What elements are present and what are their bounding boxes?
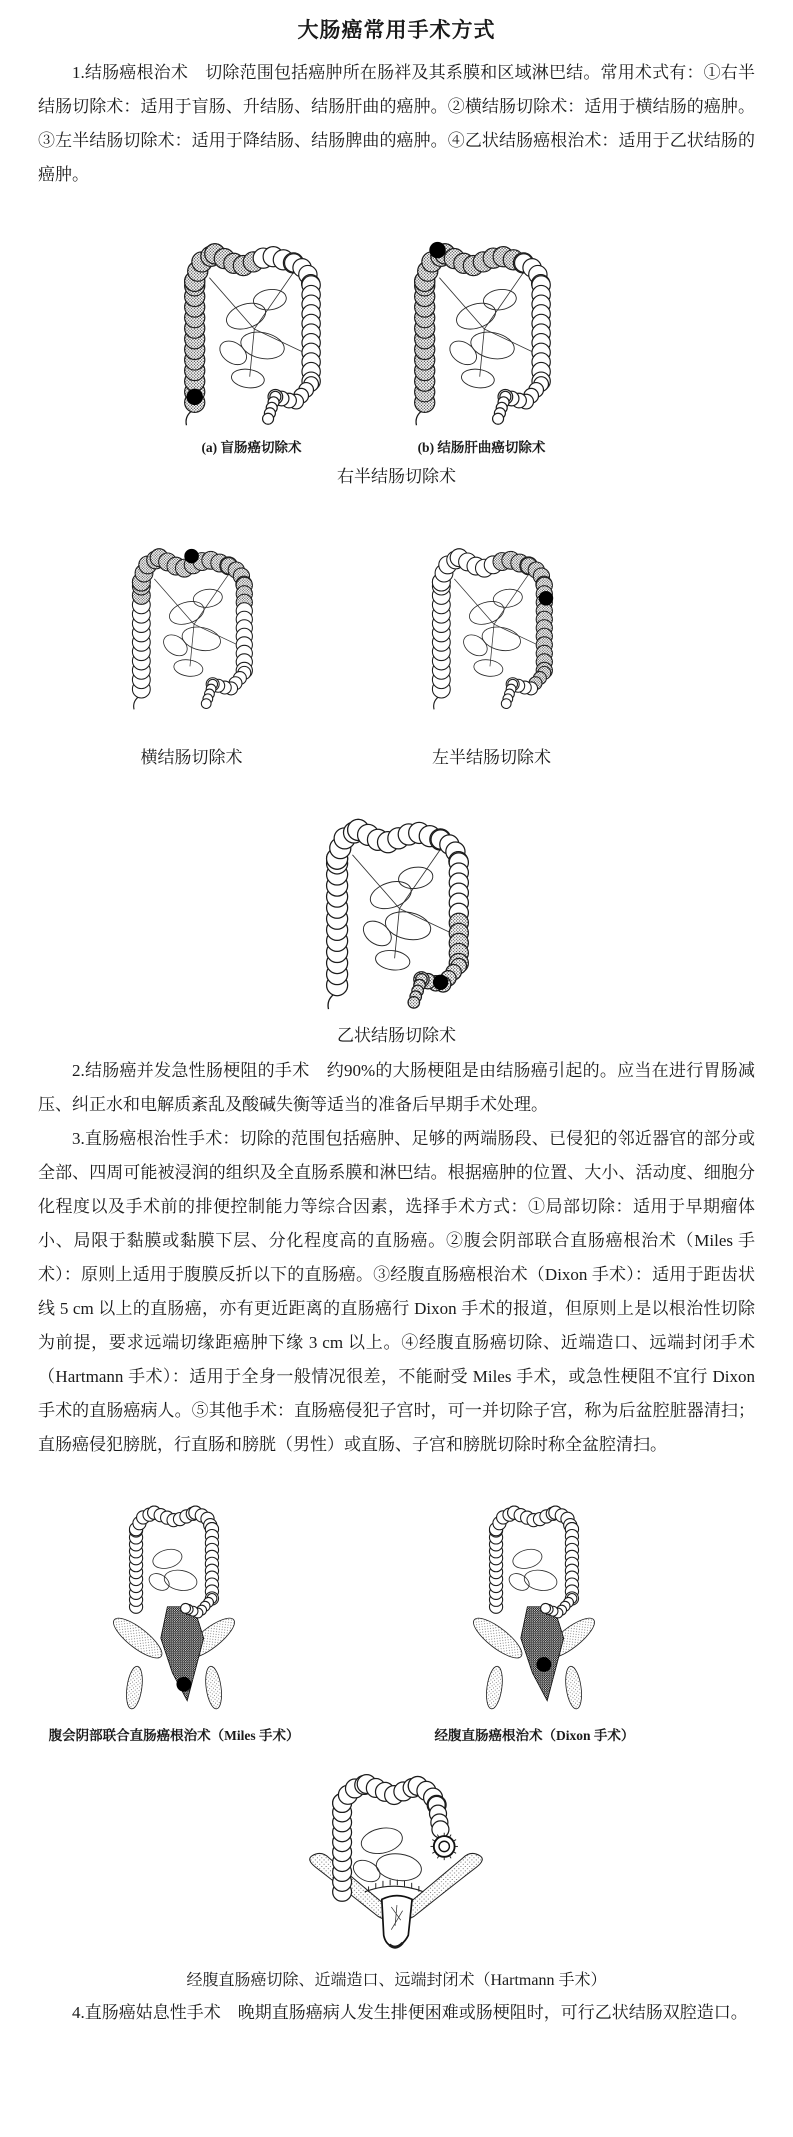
caption-hepatic-flexure-resection: (b) 结肠肝曲癌切除术 [417,440,546,455]
figure-transverse-colectomy [117,497,267,776]
caption-transverse-colectomy: 横结肠切除术 [140,748,243,767]
pelvic-diagram-dixon-operation-icon [434,1476,634,1721]
colon-diagram-cecum-resection-icon [167,208,337,433]
caption-left-hemicolectomy: 左半结肠切除术 [432,748,551,767]
caption-right-hemicolectomy: 右半结肠切除术 [337,467,456,486]
figure-dixon-operation [434,1476,634,1744]
caption-miles-operation: 腹会阴部联合直肠癌根治术（Miles 手术） [48,1728,300,1743]
figure-row-hartmann [38,1750,755,1996]
colon-diagram-hepatic-flexure-resection-icon [397,208,567,433]
page-title: 大肠癌常用手术方式 [297,18,496,42]
colon-diagram-sigmoid-resection-icon [306,782,488,1017]
colon-diagram-left-hemicolectomy-icon [417,497,567,737]
caption-sigmoid-colectomy: 乙状结肠切除术 [337,1026,456,1045]
figure-hartmann-operation [187,1750,607,1996]
figure-left-hemicolectomy [417,497,567,776]
figure-cecum-cancer [167,208,337,456]
figure-row-transverse-left [0,497,700,776]
paragraph-rectal-radical-surgery: 3.直肠癌根治性手术：切除的范围包括癌肿、足够的两端肠段、已侵犯的邻近器官的部分或全部、四周可能被浸润的组织及全直肠系膜和淋巴结。根据癌肿的位置、大小、活动度、细胞分化程度以及手术前的排便控制能力等综合因素，选择手术方式：①局部切除：适用于早期瘤体小、局限于黏膜或黏膜下层、分化程度高的直肠癌。②腹会阴部联合直肠癌根治术（Miles 手术）：原则上适用于腹膜反折以下的直肠癌。③经腹直肠癌根治术（Dixon 手术）：适用于距齿状线 5 cm 以上的直肠癌，亦有更近距离的直肠癌行 Dixon 手术的报道，但原则上是以根治性切除为前提，要求远端切缘距癌肿下缘 3 cm 以上。④经腹直肠癌切除、近端造口、远端封闭手术（Hartmann 手术）：适用于全身一般情况很差，不能耐受 Miles 手术，或急性梗阻不宜行 Dixon 手术的直肠癌病人。⑤其他手术：直肠癌侵犯子宫时，可一并切除子宫，称为后盆腔脏器清扫；直肠癌侵犯膀胱，行直肠和膀胱（男性）或直肠、子宫和膀胱切除时称全盆腔清扫。 [38,1129,755,1454]
caption-dixon-operation: 经腹直肠癌根治术（Dixon 手术） [434,1728,635,1743]
colostomy-diagram-hartmann-operation-icon [187,1750,607,1963]
paragraph-palliative-surgery: 4.直肠癌姑息性手术 晚期直肠癌病人发生排便困难或肠梗阻时，可行乙状结肠双腔造口。 [72,2003,748,2022]
pelvic-diagram-miles-operation-icon [49,1476,300,1721]
caption-cecum-resection: (a) 盲肠癌切除术 [201,440,302,455]
figure-row-right-hemicolectomy [8,208,725,456]
paragraph-obstruction-surgery: 2.结肠癌并发急性肠梗阻的手术 约90%的大肠梗阻是由结肠癌引起的。应当在进行胃肠减压、纠正水和电解质紊乱及酸碱失衡等适当的准备后早期手术处理。 [38,1061,755,1114]
figure-miles-operation [49,1476,300,1744]
colon-diagram-transverse-resection-icon [117,497,267,737]
figure-hepatic-flexure-cancer [397,208,567,456]
figure-row-miles-dixon [0,1476,700,1744]
paragraph-colon-radical-surgery: 1.结肠癌根治术 切除范围包括癌肿所在肠袢及其系膜和区域淋巴结。常用术式有：①右半结肠切除术：适用于盲肠、升结肠、结肠肝曲的癌肿。②横结肠切除术：适用于横结肠的癌肿。③左半结肠切除术：适用于降结肠、结肠脾曲的癌肿。④乙状结肠癌根治术：适用于乙状结肠的癌肿。 [38,63,755,184]
figure-sigmoid-colectomy [306,782,488,1054]
caption-hartmann-operation: 经腹直肠癌切除、近端造口、远端封闭术（Hartmann 手术） [186,1972,607,1989]
figure-row-sigmoid [38,782,755,1054]
